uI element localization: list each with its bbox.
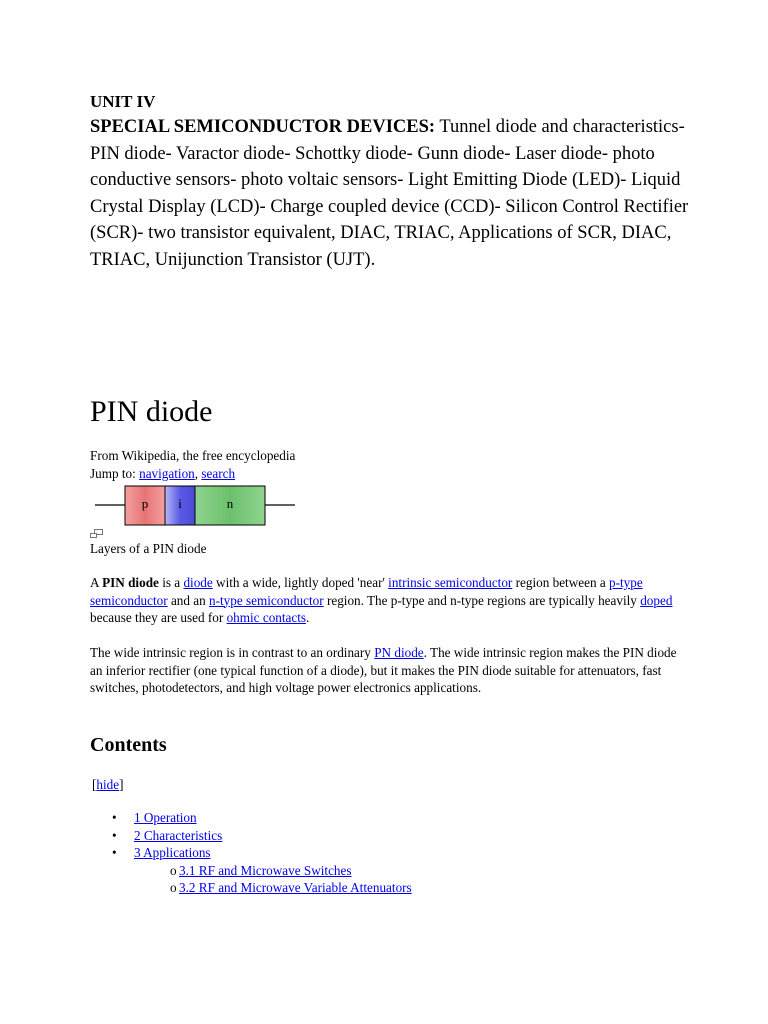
syllabus-block xyxy=(90,90,690,273)
toc-link-rf-switches[interactable]: 3.1 RF and Microwave Switches xyxy=(179,862,352,878)
intrinsic-semiconductor-link[interactable]: intrinsic semiconductor xyxy=(388,575,513,590)
n-type-semiconductor-link[interactable]: n-type semiconductor xyxy=(209,592,324,608)
pin-diode-bold: PIN diode xyxy=(102,575,159,590)
n-label: n xyxy=(226,496,234,511)
bullet: • xyxy=(112,827,117,843)
para1-text-3: with a wide, lightly doped 'near' xyxy=(212,575,389,590)
image-caption: Layers of a PIN diode xyxy=(90,541,207,556)
second-paragraph xyxy=(90,644,690,697)
search-link[interactable]: search xyxy=(201,466,236,481)
p-label: p xyxy=(141,496,149,511)
para1-text-5: and an xyxy=(167,592,210,608)
pn-diode-link[interactable]: PN diode xyxy=(374,645,424,660)
article-title: PIN diode xyxy=(90,395,213,428)
tagline: From Wikipedia, the free encyclopedia xyxy=(90,448,296,463)
unit-heading: UNIT IV xyxy=(90,92,156,111)
intro-paragraph xyxy=(90,574,690,627)
open-bracket: [ xyxy=(92,777,97,792)
jump-to-separator: , xyxy=(194,466,202,481)
jump-to xyxy=(90,465,235,483)
contents-heading: Contents xyxy=(90,734,167,756)
i-label: i xyxy=(178,496,182,511)
para2-text-2: . The wide intrinsic region makes the PIN diode an inferior rectifier (one typical function of a diode), but it makes the PIN diode suitable for attenuators, fast switches, photodetectors, and high voltage power electronics applications. xyxy=(90,645,677,695)
syllabus-heading: SPECIAL SEMICONDUCTOR DEVICES: xyxy=(90,117,436,137)
toc-link-characteristics[interactable]: 2 Characteristics xyxy=(134,827,223,843)
magnify-icon[interactable] xyxy=(90,529,104,539)
para1-text-7: because they are used for xyxy=(90,610,227,625)
toc-link-applications[interactable]: 3 Applications xyxy=(134,845,211,860)
close-bracket: ] xyxy=(119,777,124,792)
hide-link[interactable]: hide xyxy=(96,777,120,792)
syllabus-text xyxy=(90,114,690,273)
bullet: • xyxy=(112,845,117,860)
syllabus-topics: Tunnel diode and characteristics- PIN diode- Varactor diode- Schottky diode- Gunn diode- Laser diode- photo conductive sensors- photo voltaic sensors- Light Emitting Diode (LED)- Liquid Crystal Display (LCD)- Charge coupled device (CCD)- Silicon Control Rectifier (SCR)- two transistor equivalent, DIAC, TRIAC, Applications of SCR, DIAC, TRIAC, Unijunction Transistor (UJT). xyxy=(90,117,689,270)
jump-to-prefix: Jump to: xyxy=(90,466,140,481)
diode-link[interactable]: diode xyxy=(183,575,213,590)
navigation-link[interactable]: navigation xyxy=(139,466,195,481)
para1-text-8: . xyxy=(306,610,310,625)
para1-text-4: region between a xyxy=(512,575,609,590)
toc-link-rf-attenuators[interactable]: 3.2 RF and Microwave Variable Attenuators xyxy=(179,880,412,895)
bullet: • xyxy=(112,810,117,825)
p-type-semiconductor-link[interactable]: p-type semiconductor xyxy=(90,575,643,608)
sub-bullet: o xyxy=(170,862,177,878)
sub-bullet: o xyxy=(170,880,177,895)
ohmic-contacts-link[interactable]: ohmic contacts xyxy=(226,610,307,625)
para1-text-1: A xyxy=(90,575,103,590)
toc-link-operation[interactable]: 1 Operation xyxy=(134,810,197,825)
para1-text-2: is a xyxy=(158,575,184,590)
doped-link[interactable]: doped xyxy=(640,592,673,608)
para2-text-1: The wide intrinsic region is in contrast to an ordinary xyxy=(90,645,375,660)
toc-toggle xyxy=(92,776,124,794)
para1-text-6: region. The p-type and n-type regions are typically heavily xyxy=(323,592,641,608)
pin-diode-diagram[interactable] xyxy=(95,485,295,527)
